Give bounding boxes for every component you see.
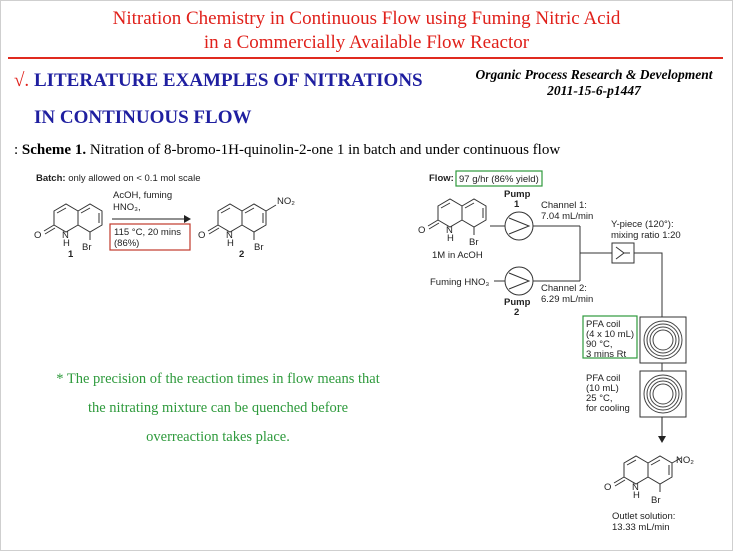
channel2-label: Channel 2:	[541, 283, 587, 294]
ypiece-ratio: mixing ratio 1:20	[611, 230, 681, 241]
atom-n-1: N	[62, 230, 69, 241]
slide-title-line1: Nitration Chemistry in Continuous Flow using Fuming Nitric Acid	[112, 8, 621, 29]
atom-br-1: Br	[82, 242, 92, 253]
product-atom-h: H	[633, 490, 640, 501]
coil1-line4: 3 mins Rt	[586, 349, 627, 360]
coil2-line1: PFA coil	[586, 373, 621, 384]
pump2-label: Pump	[504, 297, 531, 308]
atom-o-1: O	[34, 230, 42, 241]
product-atom-n: N	[632, 482, 639, 493]
flow-atom-h: H	[447, 233, 454, 244]
flow-product-structure	[614, 456, 681, 492]
line-to-coil1	[634, 253, 662, 317]
atom-h-1: H	[63, 238, 70, 249]
pump2-number: 2	[514, 307, 520, 318]
batch-heading: Batch: only allowed on < 0.1 mol scale	[36, 173, 201, 184]
slide-title-line2: in a Commercially Available Flow Reactor	[203, 32, 530, 53]
channel1-rate: 7.04 mL/min	[541, 211, 594, 222]
product-atom-o: O	[604, 482, 612, 493]
flow-compound-1-structure	[428, 199, 486, 235]
atom-n-2: N	[226, 230, 233, 241]
pump1-number: 1	[514, 199, 520, 210]
note-line1: * The precision of the reaction times in flow means that	[56, 371, 380, 387]
coil2-line4: for cooling	[586, 403, 630, 414]
ypiece-label: Y-piece (120°):	[611, 219, 674, 230]
batch-reagent1: AcOH, fuming	[113, 190, 173, 201]
y-piece-icon	[612, 243, 634, 263]
compound-2-structure	[208, 204, 276, 240]
caption-prefix: :	[14, 142, 19, 158]
coil1-line2: (4 x 10 mL)	[586, 329, 635, 340]
coil2-line2: (10 mL)	[586, 383, 619, 394]
caption-text: Nitration of 8-bromo-1H-quinolin-2-one 1 in batch and under continuous flow	[89, 142, 561, 158]
flow-atom-n: N	[446, 225, 453, 236]
product-atom-br: Br	[651, 495, 661, 506]
section-heading-text1: LITERATURE EXAMPLES OF NITRATIONS	[33, 70, 423, 91]
flow-feed1: 1M in AcOH	[432, 250, 483, 261]
note-line3: overreaction takes place.	[146, 429, 290, 445]
coil1-line3: 90 °C,	[586, 339, 613, 350]
batch-cond1: 115 °C, 20 mins	[114, 227, 181, 238]
note-line2: the nitrating mixture can be quenched before	[87, 400, 349, 416]
check-mark: √.	[14, 70, 30, 91]
compound-2-label: 2	[239, 249, 245, 260]
caption-bold: Scheme 1.	[21, 142, 87, 158]
pump1-label: Pump	[504, 189, 531, 200]
coil1-icon	[640, 317, 686, 363]
flow-rate: 97 g/hr (86% yield)	[459, 174, 539, 185]
batch-reagent2: HNO₃,	[113, 202, 141, 213]
flow-atom-br: Br	[469, 237, 479, 248]
atom-no2-2: NO₂	[277, 196, 295, 207]
coil2-line3: 25 °C,	[586, 393, 613, 404]
channel1-label: Channel 1:	[541, 200, 587, 211]
coil1-line1: PFA coil	[586, 319, 621, 330]
atom-o-2: O	[198, 230, 206, 241]
outlet-rate: 13.33 mL/min	[612, 522, 670, 533]
atom-h-2: H	[227, 238, 234, 249]
flow-feed2: Fuming HNO₃	[430, 277, 490, 288]
flow-heading: Flow:	[429, 173, 454, 184]
citation: 2011-15-6-p1447	[547, 83, 641, 98]
compound-1-structure	[44, 204, 102, 240]
batch-cond2: (86%)	[114, 238, 140, 249]
coil2-icon	[640, 371, 686, 417]
flow-atom-o: O	[418, 225, 426, 236]
journal-name: Organic Process Research & Development	[475, 67, 713, 82]
section-heading-line2: IN CONTINUOUS FLOW	[34, 107, 252, 128]
atom-br-2: Br	[254, 242, 264, 253]
outlet-label: Outlet solution:	[612, 511, 676, 522]
channel2-rate: 6.29 mL/min	[541, 294, 594, 305]
product-atom-no2: NO₂	[676, 455, 694, 466]
compound-1-label: 1	[68, 249, 74, 260]
